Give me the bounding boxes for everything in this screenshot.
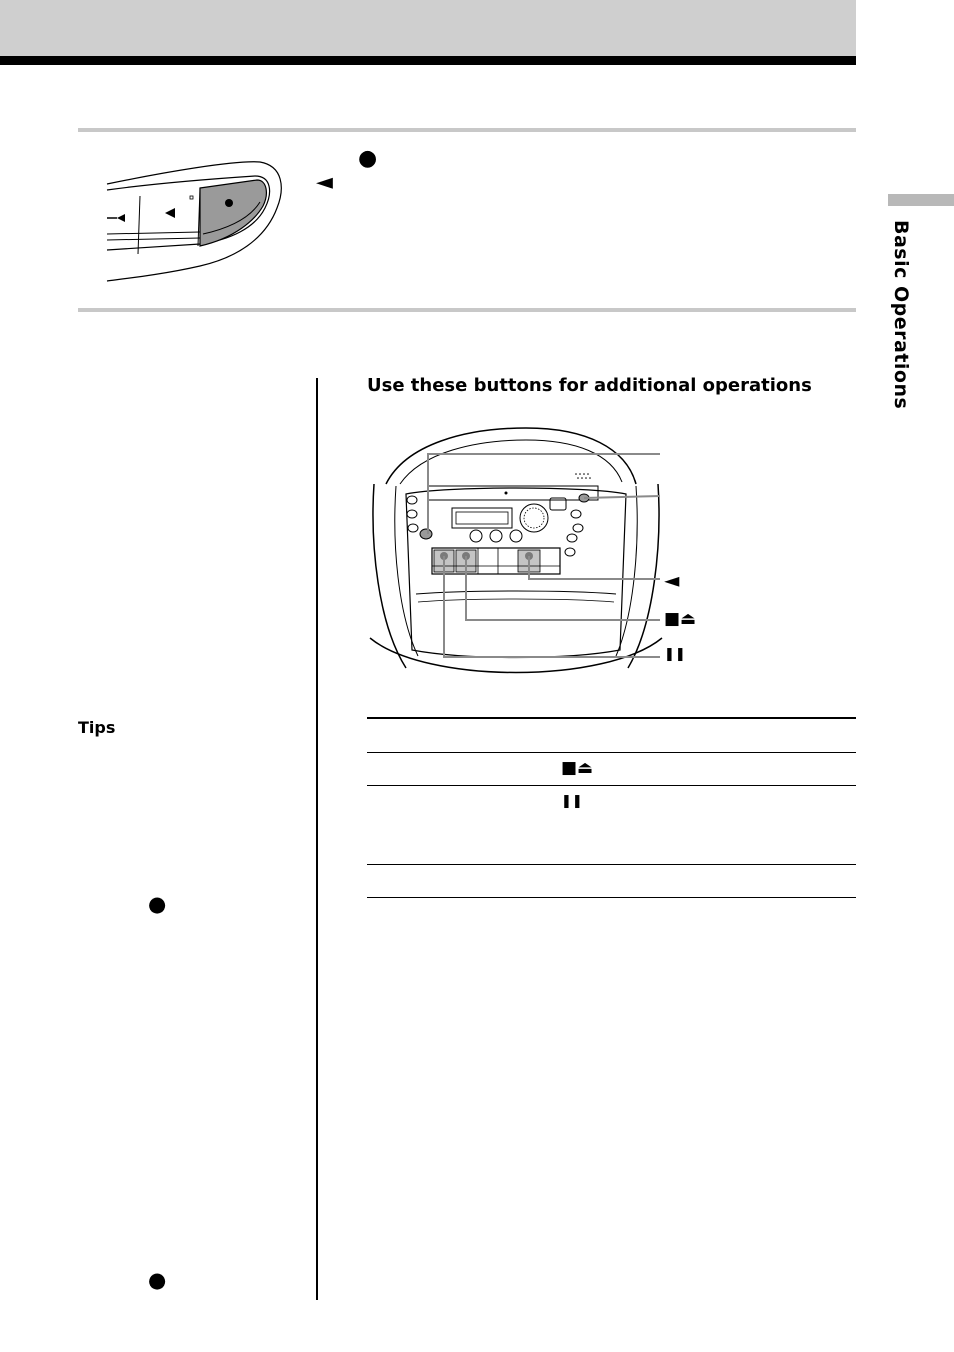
table-row-symbol-stop-eject: ■⏏ (561, 758, 594, 778)
column-divider (316, 378, 318, 1300)
side-tab-marker (888, 194, 954, 206)
table-rule (367, 752, 856, 753)
record-symbol: ● (358, 146, 378, 171)
play-symbol: ◄ (316, 170, 333, 195)
callout-label-play: ◄ (664, 568, 680, 592)
cassette-record-buttons-illustration (105, 158, 285, 286)
top-separator (78, 128, 856, 132)
table-rule (367, 864, 856, 865)
cd-radio-cassette-player-illustration (366, 424, 666, 696)
record-symbol: ● (148, 892, 167, 916)
header-rule (0, 56, 856, 65)
bottom-separator (78, 308, 856, 312)
tips-title: Tips (78, 718, 116, 737)
header-band (0, 0, 856, 56)
table-rule (367, 897, 856, 898)
table-rule (367, 785, 856, 786)
callout-label-stop-eject: ■⏏ (664, 609, 697, 629)
table-top-rule (367, 717, 856, 719)
callout-label-pause: ❚❚ (664, 647, 686, 662)
section-heading: Use these buttons for additional operations (367, 375, 812, 396)
side-tab-label: Basic Operations (890, 220, 912, 410)
table-row-symbol-pause: ❚❚ (561, 794, 583, 809)
record-symbol: ● (148, 1268, 167, 1292)
